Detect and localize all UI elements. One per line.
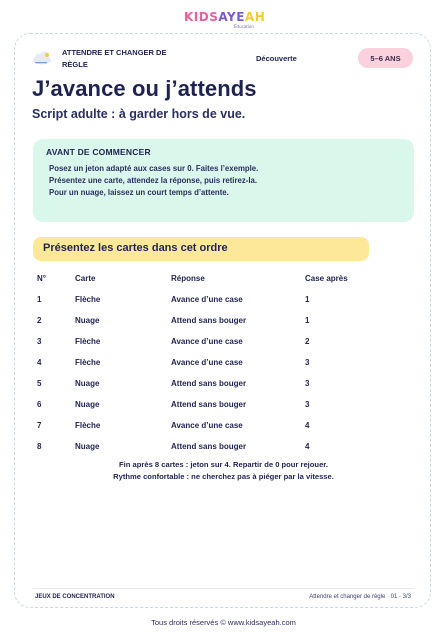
table-row (32, 352, 365, 373)
page-title: J’avance ou j’attends (32, 76, 257, 101)
cell-card: Flèche (75, 358, 101, 367)
order-banner (33, 237, 369, 261)
end-notes (33, 459, 414, 483)
cell-card: Flèche (75, 295, 101, 304)
prep-box (33, 139, 414, 222)
cell-square-after: 4 (305, 442, 310, 451)
cell-response: Avance d’une case (171, 358, 243, 367)
cell-number: 5 (37, 379, 42, 388)
cell-response: Attend sans bouger (171, 379, 247, 388)
cell-response: Avance d’une case (171, 337, 243, 346)
table-row (32, 331, 365, 352)
column-header-response: Réponse (171, 274, 205, 283)
cell-square-after: 1 (305, 295, 310, 304)
table-header-row (32, 268, 365, 289)
cell-square-after: 3 (305, 358, 310, 367)
module-title: ATTENDRE ET CHANGER DE RÈGLE (62, 48, 167, 69)
cloud-icon (31, 50, 53, 66)
order-heading: Présentez les cartes dans cet ordre (43, 242, 228, 254)
table-row (32, 394, 365, 415)
cell-response: Attend sans bouger (171, 400, 247, 409)
cell-number: 1 (37, 295, 42, 304)
cell-response: Attend sans bouger (171, 442, 247, 451)
cell-number: 2 (37, 316, 42, 325)
prep-heading: AVANT DE COMMENCER (46, 147, 151, 157)
prep-line: Posez un jeton adapté aux cases sur 0. Faites l’exemple. (49, 164, 259, 173)
end-note: Rythme confortable : ne cherchez pas à piéger par la vitesse. (113, 472, 334, 481)
cell-square-after: 1 (305, 316, 310, 325)
page-subtitle: Script adulte : à garder hors de vue. (32, 107, 246, 121)
cell-response: Avance d’une case (171, 421, 243, 430)
footer-divider (33, 588, 414, 589)
cell-square-after: 4 (305, 421, 310, 430)
table-row (32, 289, 365, 310)
level-label: Découverte (256, 54, 297, 63)
cell-number: 3 (37, 337, 42, 346)
prep-line: Pour un nuage, laissez un court temps d’attente. (49, 188, 229, 197)
prep-line: Présentez une carte, attendez la réponse, puis retirez-la. (49, 176, 257, 185)
column-header-number: N° (37, 274, 46, 283)
cell-response: Attend sans bouger (171, 316, 247, 325)
table-row (32, 373, 365, 394)
cell-square-after: 3 (305, 379, 310, 388)
cell-card: Flèche (75, 421, 101, 430)
card-order-table (32, 268, 365, 457)
cell-square-after: 2 (305, 337, 310, 346)
age-badge: 5–6 ANS (358, 48, 413, 68)
cell-card: Flèche (75, 337, 101, 346)
cell-number: 7 (37, 421, 42, 430)
table-row (32, 415, 365, 436)
cell-number: 8 (37, 442, 42, 451)
kidsayeah-logo (180, 8, 268, 30)
svg-text:KIDSAYEAH: KIDSAYEAH (184, 10, 266, 24)
cell-response: Avance d’une case (171, 295, 243, 304)
cell-card: Nuage (75, 316, 100, 325)
column-header-square-after: Case après (305, 274, 348, 283)
svg-text:Éducation: Éducation (234, 24, 254, 29)
table-row (32, 436, 365, 457)
cell-number: 4 (37, 358, 42, 367)
cell-square-after: 3 (305, 400, 310, 409)
footer-category: JEUX DE CONCENTRATION (35, 594, 115, 600)
end-note: Fin après 8 cartes : jeton sur 4. Repartir de 0 pour rejouer. (119, 460, 328, 469)
prep-instructions (49, 163, 258, 199)
cell-card: Nuage (75, 400, 100, 409)
column-header-card: Carte (75, 274, 96, 283)
cell-card: Nuage (75, 442, 100, 451)
copyright-notice: Tous droits réservés © www.kidsayeah.com (151, 618, 296, 627)
cell-number: 6 (37, 400, 42, 409)
footer-page-info: Attendre et changer de règle · 01 · 3/3 (309, 594, 411, 600)
table-row (32, 310, 365, 331)
cell-card: Nuage (75, 379, 100, 388)
